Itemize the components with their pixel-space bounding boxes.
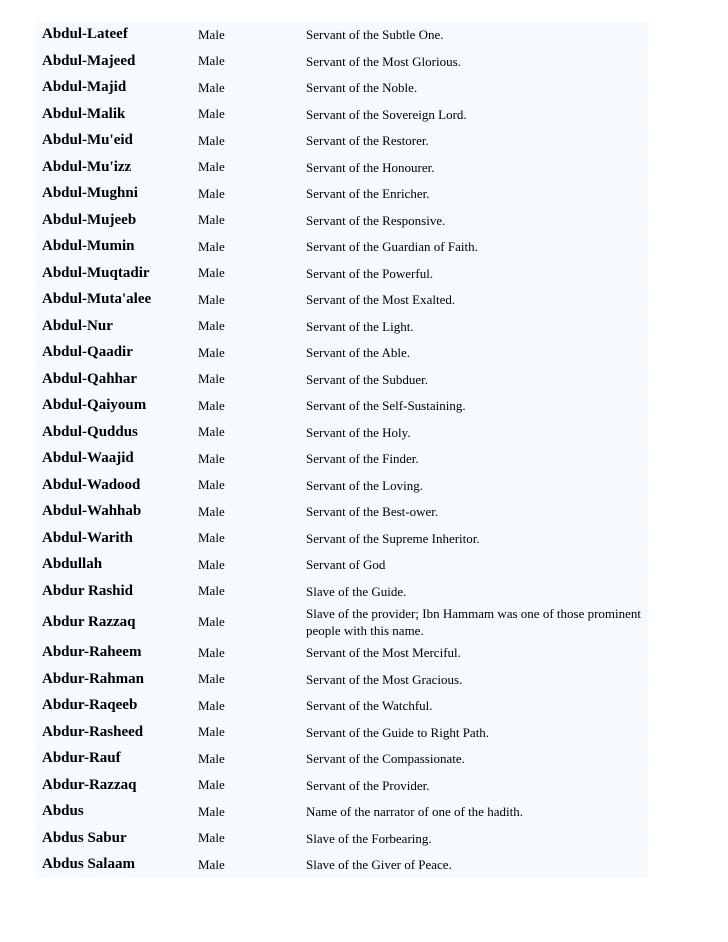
gender-cell: Male [186,340,292,366]
name-cell: Abdur-Rauf [36,746,186,772]
meaning-cell: Servant of the Responsive. [292,208,648,234]
gender-cell: Male [186,75,292,101]
meaning-cell: Servant of the Restorer. [292,128,648,154]
gender-cell: Male [186,852,292,878]
name-cell: Abdul-Quddus [36,420,186,446]
table-row [36,826,648,852]
name-cell: Abdul-Qaadir [36,340,186,366]
meaning-cell: Slave of the Giver of Peace. [292,852,648,878]
table-row [36,605,648,639]
meaning-cell: Servant of the Finder. [292,446,648,472]
gender-cell: Male [186,640,292,666]
table-row [36,208,648,234]
meaning-cell: Slave of the provider; Ibn Hammam was one of those prominent people with this name. [292,605,648,639]
gender-cell: Male [186,526,292,552]
gender-cell: Male [186,102,292,128]
name-cell: Abdul-Mumin [36,234,186,260]
meaning-cell: Servant of the Compassionate. [292,746,648,772]
gender-cell: Male [186,552,292,578]
name-cell: Abdul-Lateef [36,22,186,48]
meaning-cell: Servant of the Powerful. [292,261,648,287]
gender-cell: Male [186,499,292,525]
gender-cell: Male [186,22,292,48]
gender-cell: Male [186,693,292,719]
name-cell: Abdul-Muta'alee [36,287,186,313]
gender-cell: Male [186,155,292,181]
meaning-cell: Servant of the Most Merciful. [292,640,648,666]
meaning-cell: Servant of the Sovereign Lord. [292,102,648,128]
name-cell: Abdus Salaam [36,852,186,878]
gender-cell: Male [186,128,292,154]
gender-cell: Male [186,287,292,313]
table-row [36,473,648,499]
table-row [36,367,648,393]
table-row [36,287,648,313]
table-row [36,667,648,693]
name-cell: Abdur-Razzaq [36,773,186,799]
table-row [36,393,648,419]
name-cell: Abdur-Raheem [36,640,186,666]
meaning-cell: Servant of the Holy. [292,420,648,446]
meaning-cell: Servant of the Watchful. [292,693,648,719]
meaning-cell: Servant of the Honourer. [292,155,648,181]
names-table-body [36,22,648,878]
name-cell: Abdur Razzaq [36,605,186,639]
table-row [36,640,648,666]
name-cell: Abdul-Qaiyoum [36,393,186,419]
table-row [36,720,648,746]
gender-cell: Male [186,720,292,746]
name-cell: Abdul-Majeed [36,49,186,75]
meaning-cell: Servant of the Best-ower. [292,499,648,525]
table-row [36,314,648,340]
gender-cell: Male [186,314,292,340]
names-table [36,21,648,879]
meaning-cell: Servant of the Noble. [292,75,648,101]
name-cell: Abdul-Mu'eid [36,128,186,154]
table-row [36,852,648,878]
meaning-cell: Servant of the Subduer. [292,367,648,393]
meaning-cell: Servant of the Enricher. [292,181,648,207]
table-row [36,234,648,260]
gender-cell: Male [186,446,292,472]
table-row [36,128,648,154]
meaning-cell: Servant of the Guardian of Faith. [292,234,648,260]
name-cell: Abdul-Mughni [36,181,186,207]
gender-cell: Male [186,49,292,75]
name-cell: Abdus [36,799,186,825]
name-cell: Abdus Sabur [36,826,186,852]
name-cell: Abdul-Nur [36,314,186,340]
gender-cell: Male [186,773,292,799]
table-row [36,102,648,128]
name-cell: Abdul-Malik [36,102,186,128]
gender-cell: Male [186,181,292,207]
table-row [36,799,648,825]
meaning-cell: Servant of the Most Glorious. [292,49,648,75]
table-row [36,261,648,287]
meaning-cell: Servant of the Supreme Inheritor. [292,526,648,552]
name-cell: Abdur-Raqeeb [36,693,186,719]
gender-cell: Male [186,234,292,260]
table-row [36,75,648,101]
table-row [36,526,648,552]
gender-cell: Male [186,208,292,234]
name-cell: Abdullah [36,552,186,578]
table-row [36,181,648,207]
table-row [36,579,648,605]
gender-cell: Male [186,367,292,393]
meaning-cell: Servant of the Able. [292,340,648,366]
name-cell: Abdul-Warith [36,526,186,552]
table-row [36,340,648,366]
name-cell: Abdur Rashid [36,579,186,605]
name-cell: Abdur-Rasheed [36,720,186,746]
meaning-cell: Slave of the Forbearing. [292,826,648,852]
table-row [36,773,648,799]
meaning-cell: Servant of the Self-Sustaining. [292,393,648,419]
meaning-cell: Servant of the Most Gracious. [292,667,648,693]
name-cell: Abdur-Rahman [36,667,186,693]
meaning-cell: Servant of the Subtle One. [292,22,648,48]
gender-cell: Male [186,826,292,852]
gender-cell: Male [186,605,292,639]
table-row [36,155,648,181]
gender-cell: Male [186,746,292,772]
table-row [36,420,648,446]
table-row [36,499,648,525]
name-cell: Abdul-Majid [36,75,186,101]
name-cell: Abdul-Wahhab [36,499,186,525]
name-cell: Abdul-Mujeeb [36,208,186,234]
meaning-cell: Servant of the Loving. [292,473,648,499]
table-row [36,552,648,578]
table-row [36,746,648,772]
table-row [36,693,648,719]
name-cell: Abdul-Muqtadir [36,261,186,287]
meaning-cell: Slave of the Guide. [292,579,648,605]
gender-cell: Male [186,473,292,499]
table-row [36,446,648,472]
meaning-cell: Servant of the Provider. [292,773,648,799]
gender-cell: Male [186,261,292,287]
name-cell: Abdul-Qahhar [36,367,186,393]
meaning-cell: Name of the narrator of one of the hadith. [292,799,648,825]
name-cell: Abdul-Mu'izz [36,155,186,181]
gender-cell: Male [186,667,292,693]
gender-cell: Male [186,799,292,825]
meaning-cell: Servant of the Light. [292,314,648,340]
gender-cell: Male [186,393,292,419]
gender-cell: Male [186,579,292,605]
name-cell: Abdul-Wadood [36,473,186,499]
meaning-cell: Servant of the Most Exalted. [292,287,648,313]
meaning-cell: Servant of the Guide to Right Path. [292,720,648,746]
name-cell: Abdul-Waajid [36,446,186,472]
meaning-cell: Servant of God [292,552,648,578]
table-row [36,49,648,75]
gender-cell: Male [186,420,292,446]
table-row [36,22,648,48]
